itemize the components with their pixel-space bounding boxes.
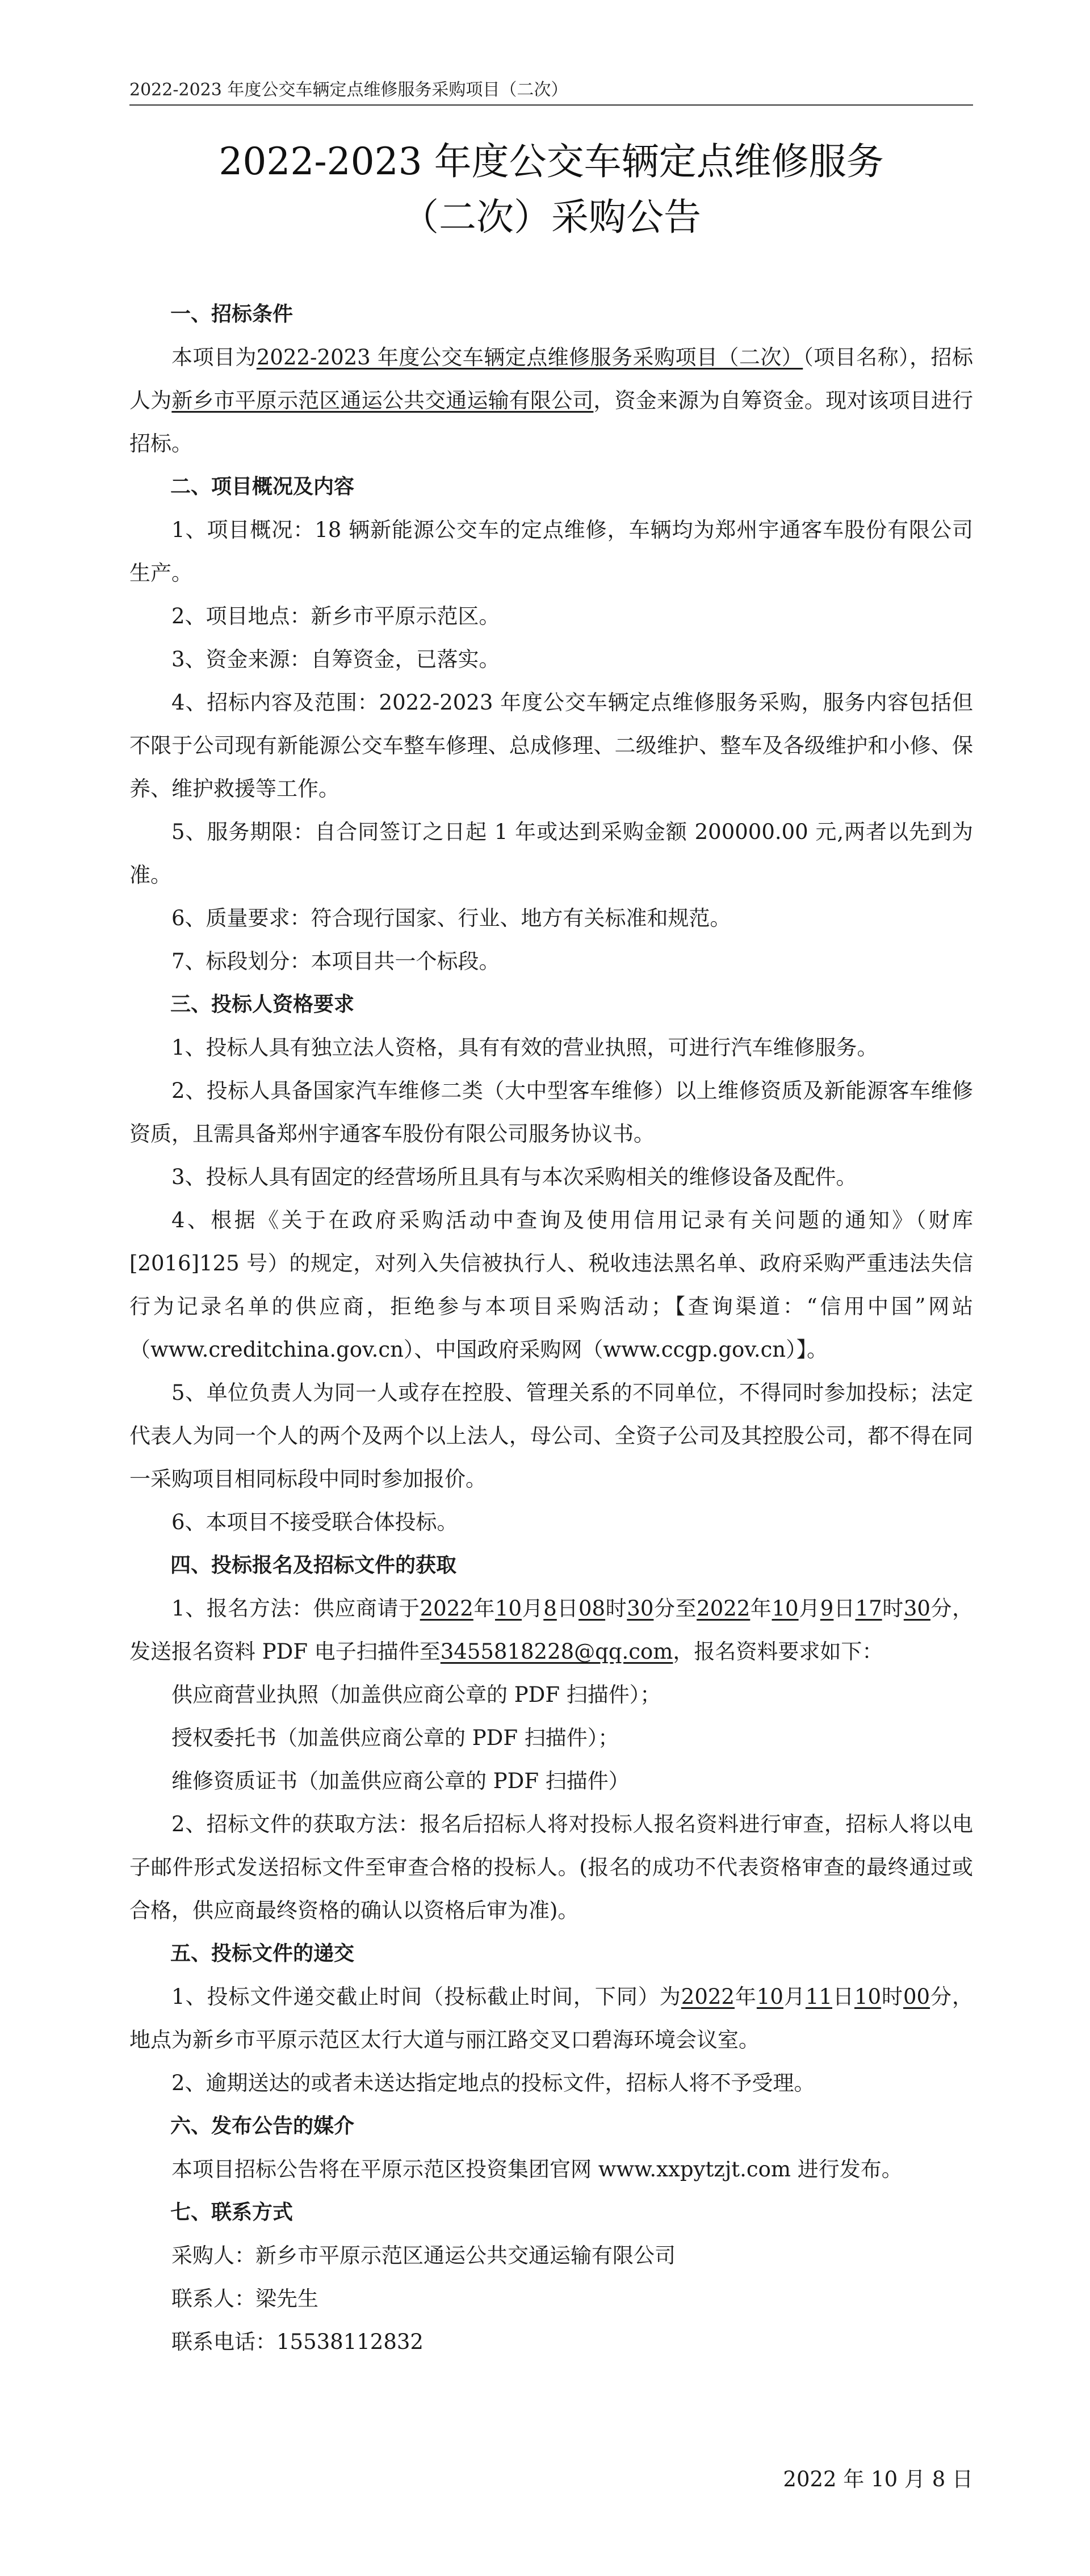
text: 年 <box>750 1596 772 1621</box>
text: 分至 <box>653 1596 697 1621</box>
contact-person: 联系人：梁先生 <box>171 2286 318 2311</box>
section-heading-6: 六、发布公告的媒介 <box>170 2114 355 2138</box>
section-heading-7: 七、联系方式 <box>170 2201 294 2224</box>
text: 1、投标文件递交截止时间（投标截止时间，下同）为 <box>171 1985 681 2009</box>
project-name: 2022-2023 年度公交车辆定点维修服务采购项目（二次） <box>256 345 803 370</box>
deadline-year: 2022 <box>681 1985 735 2009</box>
publication-media: 本项目招标公告将在平原示范区投资集团官网 www.xxpytzjt.com 进行发布。 <box>171 2157 903 2181</box>
section-heading-5: 五、投标文件的递交 <box>170 1942 355 1965</box>
overview-item: 4、招标内容及范围：2022-2023 年度公交车辆定点维修服务采购，服务内容包括但不限于公司现有新能源公交车整车修理、总成修理、二级维护、整车及各级维护和小修、保养、维护救援等工作。 <box>129 690 973 801</box>
tender-doc-method: 2、招标文件的获取方法：报名后招标人将对投标人报名资料进行审查，招标人将以电子邮件形式发送招标文件至审查合格的投标人。(报名的成功不代表资格审查的最终通过或合格，供应商最终资格的确认以资格后审为准)。 <box>129 1812 973 1923</box>
qualification-item: 2、投标人具备国家汽车维修二类（大中型客车维修）以上维修资质及新能源客车维修资质，且需具备郑州宇通客车股份有限公司服务协议书。 <box>129 1079 973 1146</box>
section-heading-3: 三、投标人资格要求 <box>170 993 355 1016</box>
late-submission-note: 2、逾期送达的或者未送达指定地点的投标文件，招标人将不予受理。 <box>171 2071 815 2095</box>
end-month: 10 <box>772 1596 799 1621</box>
text: 本项目为 <box>171 345 257 370</box>
deadline-day: 11 <box>805 1985 833 2009</box>
submission-deadline <box>129 1975 973 2062</box>
overview-item: 7、标段划分：本项目共一个标段。 <box>171 949 500 974</box>
text: 分，发送报名资料 PDF 电子扫描件至 <box>129 1596 974 1664</box>
announcement-date: 2022 年 10 月 8 日 <box>783 2467 973 2491</box>
qualification-item: 6、本项目不接受联合体投标。 <box>171 1510 458 1534</box>
tenderer-name: 新乡市平原示范区通运公共交通运输有限公司 <box>171 388 594 413</box>
text: 时 <box>882 1596 904 1621</box>
required-doc: 维修资质证书（加盖供应商公章的 PDF 扫描件） <box>171 1769 630 1793</box>
overview-item: 3、资金来源：自筹资金，已落实。 <box>171 647 500 672</box>
section-heading-4: 四、投标报名及招标文件的获取 <box>170 1554 457 1577</box>
document-body <box>129 293 973 2364</box>
text: （项目名称），招标人为 <box>129 345 974 413</box>
document-title <box>129 134 973 245</box>
start-day: 8 <box>543 1596 557 1621</box>
text: 日 <box>832 1985 854 2009</box>
end-year: 2022 <box>697 1596 751 1621</box>
qualification-item: 3、投标人具有固定的经营场所且具有与本次采购相关的维修设备及配件。 <box>171 1165 857 1189</box>
text: 1、报名方法：供应商请于 <box>171 1596 420 1621</box>
text: 日 <box>556 1596 578 1621</box>
overview-item: 2、项目地点：新乡市平原示范区。 <box>171 604 500 628</box>
required-doc: 授权委托书（加盖供应商公章的 PDF 扫描件）； <box>171 1726 619 1750</box>
text: 时 <box>881 1985 903 2009</box>
running-header: 2022-2023 年度公交车辆定点维修服务采购项目（二次） <box>129 79 973 106</box>
qualification-item: 1、投标人具有独立法人资格，具有有效的营业执照，可进行汽车维修服务。 <box>171 1035 878 1060</box>
text: 月 <box>522 1596 544 1621</box>
start-year: 2022 <box>420 1596 473 1621</box>
tender-conditions <box>129 336 973 465</box>
text: 月 <box>783 1985 806 2009</box>
registration-method <box>129 1587 973 1673</box>
title-line-2: （二次）采购公告 <box>401 195 701 239</box>
text: 分，地点为新乡市平原示范区太行大道与丽江路交叉口碧海环境会议室 <box>129 1985 974 2052</box>
required-doc: 供应商营业执照（加盖供应商公章的 PDF 扫描件）； <box>171 1683 661 1707</box>
overview-item: 1、项目概况：18 辆新能源公交车的定点维修，车辆均为郑州宇通客车股份有限公司生产。 <box>129 518 973 585</box>
text: 时 <box>605 1596 627 1621</box>
text: 年 <box>473 1596 495 1621</box>
email-link[interactable]: 3455818228@qq.com <box>440 1639 673 1664</box>
text: 月 <box>798 1596 820 1621</box>
start-month: 10 <box>494 1596 522 1621</box>
deadline-month: 10 <box>756 1985 783 2009</box>
overview-item: 6、质量要求：符合现行国家、行业、地方有关标准和规范。 <box>171 906 731 930</box>
end-hour: 17 <box>855 1596 882 1621</box>
qualification-item: 5、单位负责人为同一人或存在控股、管理关系的不同单位，不得同时参加投标；法定代表人为同一个人的两个及两个以上法人，母公司、全资子公司及其控股公司，都不得在同一采购项目相同标段中同时参加报价。 <box>129 1381 973 1491</box>
section-heading-1: 一、招标条件 <box>170 303 294 326</box>
overview-item: 5、服务期限：自合同签订之日起 1 年或达到采购金额 200000.00 元,两者以先到为准。 <box>129 820 973 887</box>
text: 日 <box>833 1596 856 1621</box>
text: 年 <box>734 1985 757 2009</box>
start-hour: 08 <box>578 1596 606 1621</box>
contact-phone: 联系电话：15538112832 <box>171 2330 424 2354</box>
end-day: 9 <box>820 1596 834 1621</box>
buyer-name: 采购人：新乡市平原示范区通运公共交通运输有限公司 <box>171 2243 676 2268</box>
qualification-item: 4、根据《关于在政府采购活动中查询及使用信用记录有关问题的通知》（财库[2016]125 号）的规定，对列入失信被执行人、税收违法黑名单、政府采购严重违法失信行为记录名单的供应商，拒绝参与本项目采购活动；【查询渠道：“信用中国”网站（www.creditchina.gov.cn）、中国政府采购网（www.ccgp.gov.cn）】。 <box>129 1208 973 1362</box>
start-minute: 30 <box>627 1596 654 1621</box>
section-heading-2: 二、项目概况及内容 <box>170 475 355 498</box>
deadline-hour: 10 <box>854 1985 882 2009</box>
text: 。 <box>739 2028 760 2052</box>
end-minute: 30 <box>903 1596 930 1621</box>
text: ，报名资料要求如下： <box>673 1639 883 1664</box>
title-line-1: 2022-2023 年度公交车辆定点维修服务 <box>219 140 884 183</box>
text: ，资金来源为自筹资金。现对该项目进行招标。 <box>129 388 974 456</box>
deadline-minute: 00 <box>903 1985 930 2009</box>
